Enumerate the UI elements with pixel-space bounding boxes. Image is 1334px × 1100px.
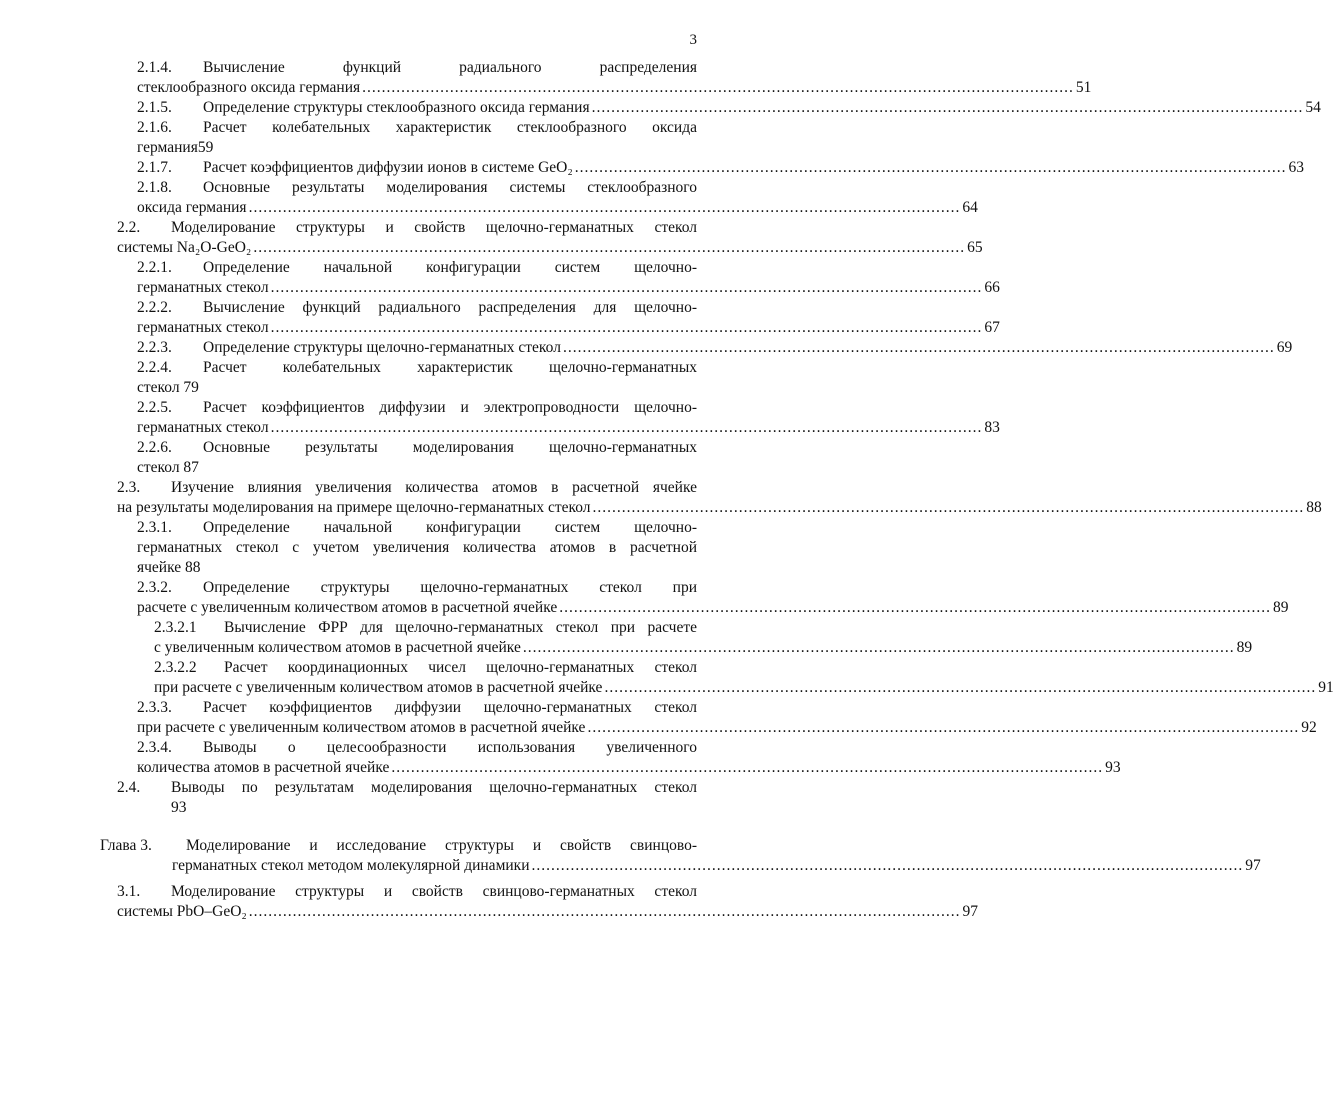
entry-page: 89 [1236, 639, 1253, 656]
leader-dots: .................................................................................................................................................. [362, 79, 1074, 96]
toc-entry-2-3-2-1 [0, 618, 1253, 658]
entry-number: 2.2.1. [137, 259, 172, 276]
entry-number: 3.1. [117, 883, 141, 900]
entry-number: 2.3.2.1 [154, 619, 197, 636]
entry-page: 69 [1276, 339, 1293, 356]
entry-title: Определение структуры стеклообразного оксида германия [203, 99, 590, 116]
toc-entry-2-2-2 [0, 298, 1000, 338]
leader-dots: .................................................................................................................................................. [391, 759, 1104, 776]
entry-title-cont: 93 [171, 799, 187, 816]
toc-entry-2-1-7 [0, 158, 1305, 178]
toc-entry-2-2-3 [0, 338, 1293, 358]
entry-page: 67 [984, 319, 1000, 336]
entry-page: 83 [984, 419, 1000, 436]
entry-page: 66 [984, 279, 1000, 296]
entry-title-cont: системы Na₂O-GeO₂ [117, 239, 252, 256]
entry-number: 2.2. [117, 219, 141, 236]
entry-title-cont: при расчете с увеличенным количеством атомов в расчетной ячейке [137, 719, 586, 736]
entry-number: 2.1.6. [137, 119, 172, 136]
entry-title-cont: германатных стекол [137, 419, 269, 436]
entry-title: Определение начальной конфигурации систем щелочно- [203, 519, 697, 536]
entry-title-cont: германатных стекол с учетом увеличения количества атомов в расчетной [137, 539, 697, 556]
entry-title: Определение начальной конфигурации систем щелочно- [203, 259, 697, 276]
entry-page: 63 [1288, 159, 1305, 176]
entry-title: Расчет коэффициентов диффузии и электропроводности щелочно- [203, 399, 697, 416]
entry-title-cont: оксида германия [137, 199, 247, 216]
entry-title-cont: германатных стекол [137, 279, 269, 296]
entry-number: 2.3. [117, 479, 141, 496]
entry-page: 93 [1105, 759, 1121, 776]
entry-title-cont: с увеличенным количеством атомов в расчетной ячейке [154, 639, 521, 656]
entry-title-cont: германатных стекол методом молекулярной динамики [172, 857, 530, 874]
entry-number: 2.4. [117, 779, 141, 796]
toc-entry-2-3-2 [0, 578, 1289, 618]
entry-page: 89 [1272, 599, 1289, 616]
entry-title: Определение структуры щелочно-германатных стекол [203, 339, 561, 356]
leader-dots: .................................................................................................................................................. [253, 239, 966, 256]
leader-dots: .................................................................................................................................................. [522, 639, 1235, 656]
toc-entry-2-3-1 [0, 518, 733, 578]
toc-entry-2-2-5 [0, 398, 1000, 438]
entry-number: 2.1.4. [137, 59, 172, 76]
entry-number: 2.1.8. [137, 179, 172, 196]
entry-page: 64 [962, 199, 978, 216]
entry-number: 2.3.4. [137, 739, 172, 756]
toc-entry-2-2-4 [0, 358, 733, 398]
entry-page: 97 [962, 903, 979, 920]
entry-title-cont: германия59 [137, 139, 214, 156]
entry-number: 2.2.2. [137, 299, 172, 316]
entry-title: Вычисление ФРР для щелочно-германатных стекол при расчете [224, 619, 697, 636]
entry-title: Расчет коэффициентов диффузии щелочно-германатных стекол [203, 699, 697, 716]
toc-entry-chapter-3 [0, 836, 1261, 876]
entry-page: 51 [1075, 79, 1092, 96]
toc-entry-2-1-8 [0, 178, 978, 218]
entry-number: 2.3.2.2 [154, 659, 197, 676]
table-of-contents [0, 58, 1334, 922]
entry-title: Расчет колебательных характеристик щелочно-германатных [203, 359, 697, 376]
entry-title: Вычисление функций радиального распределения для щелочно- [203, 299, 697, 316]
leader-dots: .................................................................................................................................................. [531, 857, 1244, 874]
leader-dots: .................................................................................................................................................. [587, 719, 1300, 736]
spacer [0, 818, 733, 836]
entry-title: Определение структуры щелочно-германатных стекол при [203, 579, 697, 596]
toc-entry-2-2-1 [0, 258, 1000, 298]
entry-number: 2.3.3. [137, 699, 172, 716]
leader-dots: .................................................................................................................................................. [270, 279, 983, 296]
entry-page: 65 [967, 239, 983, 256]
leader-dots: .................................................................................................................................................. [559, 599, 1271, 616]
entry-title-cont: стекол 87 [137, 459, 199, 476]
leader-dots: .................................................................................................................................................. [591, 99, 1304, 116]
toc-entry-2-3-3 [0, 698, 1317, 738]
entry-title: Основные результаты моделирования системы стеклообразного [203, 179, 697, 196]
entry-title: Моделирование и исследование структуры и свойств свинцово- [186, 837, 697, 854]
toc-entry-2-1-4 [0, 58, 1092, 98]
toc-entry-2-2 [0, 218, 983, 258]
leader-dots: .................................................................................................................................................. [248, 199, 961, 216]
toc-entry-2-3 [0, 478, 1322, 518]
toc-entry-3-1 [0, 882, 979, 922]
entry-title: Выводы о целесообразности использования увеличенного [203, 739, 697, 756]
entry-page: 97 [1245, 857, 1261, 874]
entry-title: Выводы по результатам моделирования щелочно-германатных стекол [171, 779, 697, 796]
leader-dots: .................................................................................................................................................. [604, 679, 1317, 696]
entry-title: Расчет координационных чисел щелочно-германатных стекол [224, 659, 697, 676]
entry-number: 2.2.6. [137, 439, 172, 456]
entry-title-cont: количества атомов в расчетной ячейке [137, 759, 390, 776]
entry-number: 2.2.3. [137, 339, 172, 356]
entry-title-cont: на результаты моделирования на примере щелочно-германатных стекол [117, 499, 591, 516]
entry-title-cont: стеклообразного оксида германия [137, 79, 361, 96]
entry-title-cont: при расчете с увеличенным количеством атомов в расчетной ячейке [154, 679, 603, 696]
entry-number: 2.1.5. [137, 99, 172, 116]
entry-title: Моделирование структуры и свойств свинцово-германатных стекол [171, 883, 697, 900]
leader-dots: .................................................................................................................................................. [270, 319, 983, 336]
entry-number: 2.2.4. [137, 359, 172, 376]
page-number: 3 [689, 32, 697, 48]
leader-dots: .................................................................................................................................................. [248, 903, 961, 920]
entry-title: Основные результаты моделирования щелочно-германатных [203, 439, 697, 456]
entry-page: 91 [1318, 679, 1334, 696]
toc-entry-2-3-2-2 [0, 658, 1334, 698]
leader-dots: .................................................................................................................................................. [574, 159, 1287, 176]
entry-number: 2.2.5. [137, 399, 172, 416]
entry-number: Глава 3. [100, 837, 152, 854]
toc-entry-2-4 [0, 778, 733, 818]
entry-page: 88 [1306, 499, 1322, 516]
entry-title-cont: системы PbO–GeO₂ [117, 903, 247, 920]
entry-title: Изучение влияния увеличения количества атомов в расчетной ячейке [171, 479, 697, 496]
entry-page: 92 [1301, 719, 1317, 736]
entry-title-cont: стекол 79 [137, 379, 199, 396]
leader-dots: .................................................................................................................................................. [592, 499, 1305, 516]
toc-entry-2-1-5 [0, 98, 1321, 118]
entry-title: Расчет колебательных характеристик стеклообразного оксида [203, 119, 697, 136]
toc-entry-2-2-6 [0, 438, 733, 478]
entry-page: 54 [1305, 99, 1321, 116]
entry-title-cont2: ячейке 88 [137, 559, 201, 576]
leader-dots: .................................................................................................................................................. [270, 419, 983, 436]
entry-number: 2.3.1. [137, 519, 172, 536]
toc-entry-2-1-6 [0, 118, 733, 158]
entry-number: 2.3.2. [137, 579, 172, 596]
entry-title-cont: германатных стекол [137, 319, 269, 336]
entry-title: Моделирование структуры и свойств щелочно-германатных стекол [171, 219, 697, 236]
leader-dots: .................................................................................................................................................. [562, 339, 1275, 356]
entry-title: Вычисление функций радиального распределения [203, 59, 697, 76]
entry-number: 2.1.7. [137, 159, 172, 176]
toc-entry-2-3-4 [0, 738, 1121, 778]
entry-title-cont: расчете с увеличенным количеством атомов в расчетной ячейке [137, 599, 558, 616]
entry-title: Расчет коэффициентов диффузии ионов в системе GeO₂ [203, 159, 573, 176]
